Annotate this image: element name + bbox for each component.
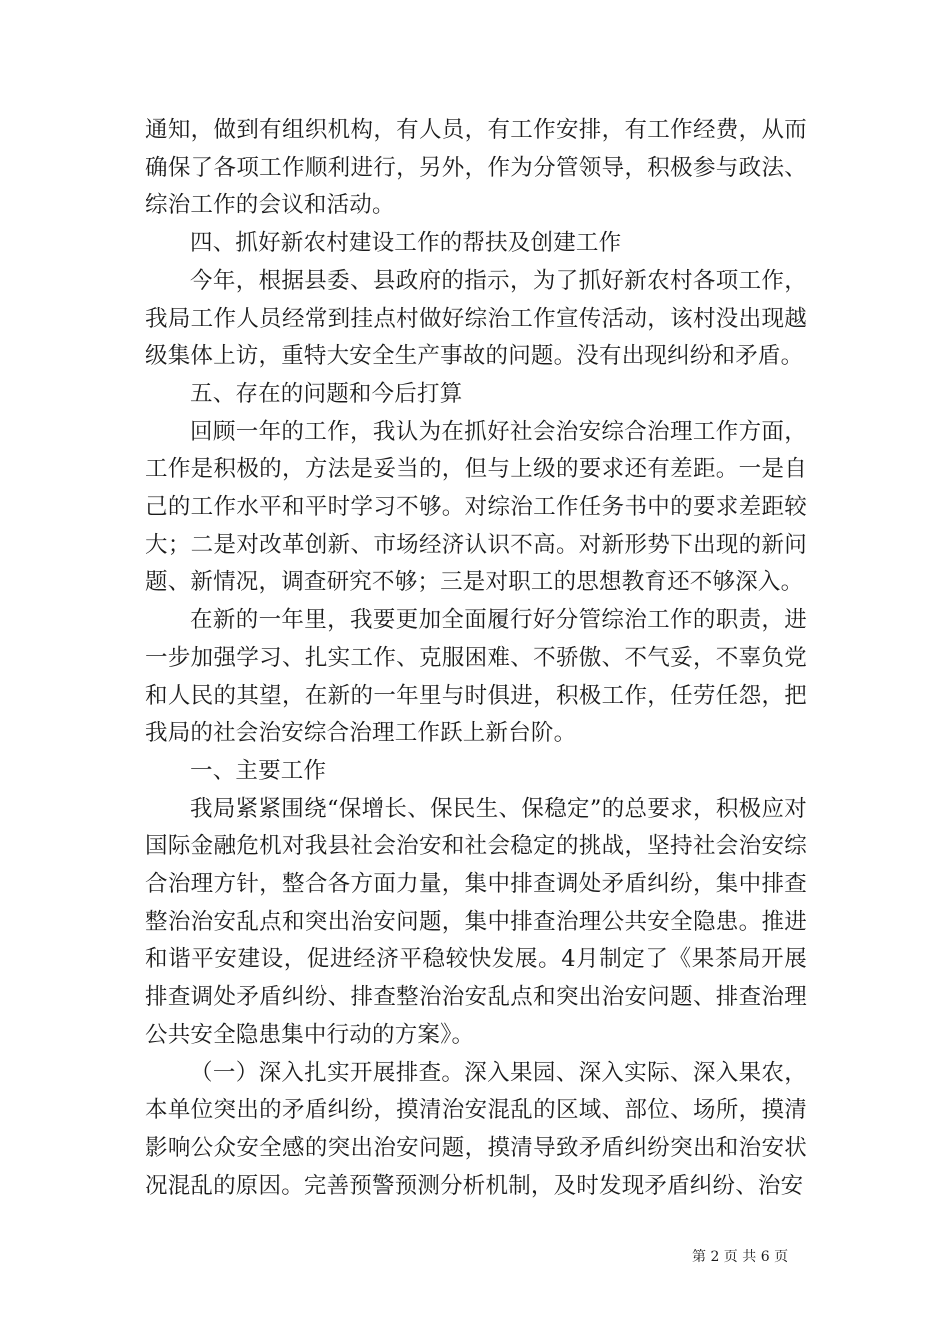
paragraph-4: 在新的一年里，我要更加全面履行好分管综治工作的职责，进一步加强学习、扎实工作、克服困难、不骄傲、不气妥，不辜负党和人民的其望，在新的一年里与时俱进，积极工作，任劳任怨，把我局的社会治安综合治理工作跃上新台阶。 [145,607,807,747]
page-footer: 第 2 页 共 6 页 [692,1249,789,1265]
section-heading-1: 一、主要工作 [190,757,327,784]
paragraph-6: （一）深入扎实开展排查。深入果园、深入实际、深入果农，本单位突出的矛盾纠纷，摸清治安混乱的区域、部位、场所，摸清影响公众安全感的突出治安问题，摸清导致矛盾纠纷突出和治安状况混乱的原因。完善预警预测分析机制，及时发现矛盾纠纷、治安 [145,1059,807,1199]
paragraph-1: 通知，做到有组织机构，有人员，有工作安排，有工作经费，从而确保了各项工作顺利进行，另外，作为分管领导，积极参与政法、综治工作的会议和活动。 [145,117,807,219]
paragraph-3: 回顾一年的工作，我认为在抓好社会治安综合治理工作方面，工作是积极的，方法是妥当的，但与上级的要求还有差距。一是自己的工作水平和平时学习不够。对综治工作任务书中的要求差距较大；二是对改革创新、市场经济认识不高。对新形势下出现的新问题、新情况，调查研究不够；三是对职工的思想教育还不够深入。 [145,418,807,596]
section-heading-5: 五、存在的问题和今后打算 [190,380,463,407]
paragraph-2: 今年，根据县委、县政府的指示，为了抓好新农村各项工作，我局工作人员经常到挂点村做好综治工作宣传活动，该村没出现越级集体上访，重特大安全生产事故的问题。没有出现纠纷和矛盾。 [145,267,807,370]
document-body [145,112,807,1205]
paragraph-5: 我局紧紧围绕“保增长、保民生、保稳定”的总要求，积极应对国际金融危机对我县社会治安和社会稳定的挑战，坚持社会治安综合治理方针，整合各方面力量，集中排查调处矛盾纠纷，集中排查整治治安乱点和突出治安问题，集中排查治理公共安全隐患。推进和谐平安建设，促进经济平稳较快发展。4月制定了《果茶局开展排查调处矛盾纠纷、排查整治治安乱点和突出治安问题、排查治理公共安全隐患集中行动的方案》。 [145,795,807,1048]
section-heading-4: 四、抓好新农村建设工作的帮扶及创建工作 [190,230,622,257]
